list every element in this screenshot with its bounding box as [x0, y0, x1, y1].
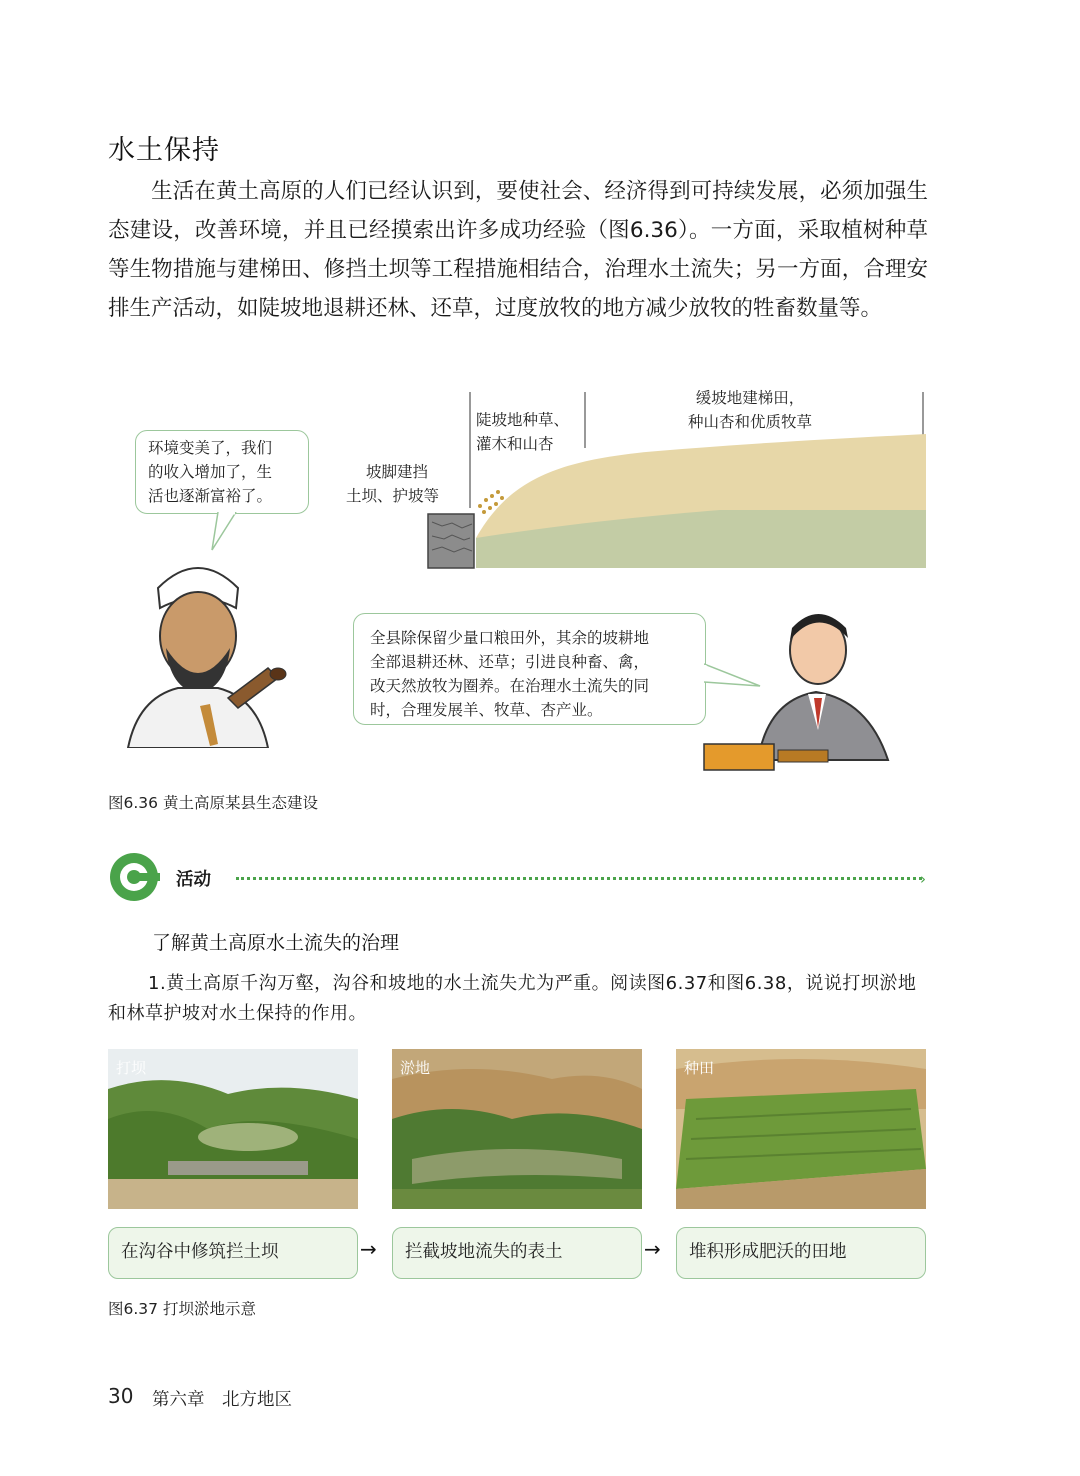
activity-title: 活动: [176, 870, 211, 890]
label-gentle-line2: 种山杏和优质牧草: [688, 413, 813, 431]
page-number: 30: [108, 1384, 134, 1408]
photo-silt: [392, 1049, 642, 1209]
activity-question: [108, 969, 928, 1029]
activity-question-text: 1.黄土高原千沟万壑，沟谷和坡地的水土流失尤为严重。阅读图6.37和图6.38，说说打坝淤地和林草护坡对水土保持的作用。: [108, 973, 917, 1024]
official-speech-line: 全部退耕还林、还草；引进良种畜、禽，: [370, 653, 650, 671]
photo-farm: [676, 1049, 926, 1209]
photo-farm-label: 种田: [684, 1059, 715, 1077]
arrow-right-icon: →: [360, 1237, 377, 1261]
figure-637-caption: 图6.37 打坝淤地示意: [108, 1300, 256, 1318]
figure-636-caption: 图6.36 黄土高原某县生态建设: [108, 794, 318, 812]
official-illustration: [698, 600, 898, 775]
activity-icon: [108, 851, 160, 903]
official-speech-line: 时，合理发展羊、牧草、杏产业。: [370, 701, 603, 719]
step-fertile-field: 堆积形成肥沃的田地: [676, 1227, 926, 1279]
activity-divider: [236, 877, 922, 880]
label-foot-line1: 坡脚建挡: [366, 463, 429, 481]
farmer-speech-line: 的收入增加了，生: [148, 463, 273, 481]
arrow-right-icon: →: [644, 1237, 661, 1261]
farmer-speech-line: 环境变美了，我们: [148, 439, 273, 457]
photo-silt-label: 淤地: [400, 1059, 431, 1077]
photo-dam: [108, 1049, 358, 1209]
body-paragraph-text: 生活在黄土高原的人们已经认识到，要使社会、经济得到可持续发展，必须加强生态建设，改善环境，并且已经摸索出许多成功经验（图6.36）。一方面，采取植树种草等生物措施与建梯田、修挡土坝等工程措施相结合，治理水土流失；另一方面，合理安排生产活动，如陡坡地退耕还林、还草，过度放牧的地方减少放牧的牲畜数量等。: [108, 179, 928, 321]
step-intercept-soil: 拦截坡地流失的表土: [392, 1227, 642, 1279]
farmer-illustration: [108, 548, 288, 748]
label-gentle: [688, 386, 812, 434]
body-paragraph: [108, 172, 928, 328]
bubble-tail: [210, 512, 250, 552]
label-steep: [476, 408, 569, 456]
label-gentle-line1: 缓坡地建梯田，: [695, 389, 805, 407]
chevron-right-icon: ›: [920, 870, 926, 888]
retaining-wall: [428, 514, 474, 568]
activity-subtitle: 了解黄土高原水土流失的治理: [152, 932, 400, 954]
chapter-title: 第六章 北方地区: [152, 1390, 292, 1410]
official-speech-line: 全县除保留少量口粮田外，其余的坡耕地: [370, 629, 650, 647]
step-build-dam: 在沟谷中修筑拦土坝: [108, 1227, 358, 1279]
section-title: 水土保持: [108, 135, 220, 166]
label-steep-line1: 陡坡地种草、: [476, 411, 570, 429]
farmer-speech-bubble: [135, 430, 309, 514]
farmer-speech-line: 活也逐渐富裕了。: [148, 487, 273, 505]
photo-dam-label: 打坝: [116, 1059, 147, 1077]
label-foot: [346, 460, 439, 508]
official-speech-line: 改天然放牧为圈养。在治理水土流失的同: [370, 677, 650, 695]
label-steep-line2: 灌木和山杏: [476, 435, 554, 453]
official-speech-bubble: [353, 613, 706, 725]
label-foot-line2: 土坝、护坡等: [346, 487, 440, 505]
